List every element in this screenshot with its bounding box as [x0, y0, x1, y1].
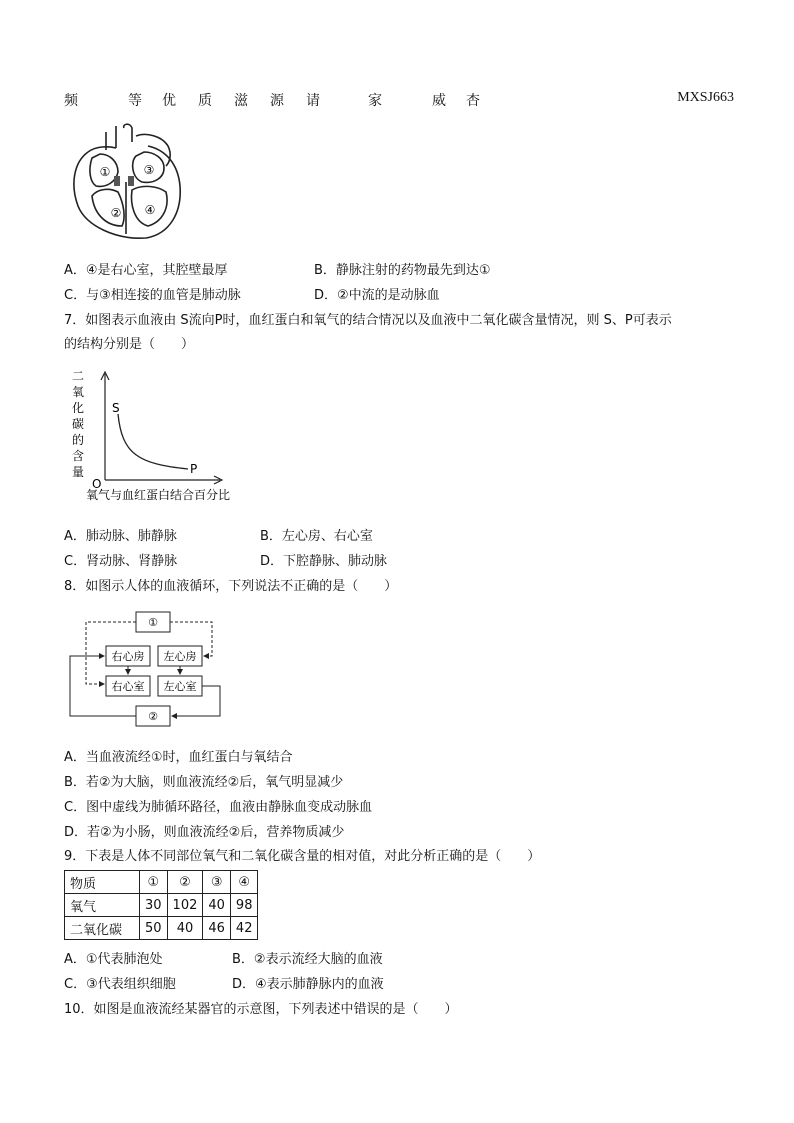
table-cell: 40	[167, 917, 203, 940]
table-header-cell: 物质	[65, 871, 140, 894]
q7-xlabel: 氧气与血红蛋白结合百分比	[86, 488, 231, 502]
q6-option-d: D．②中流的是动脉血	[314, 288, 440, 303]
table-cell: 二氧化碳	[65, 917, 140, 940]
q9-option-c: C．③代表组织细胞	[64, 977, 176, 992]
page-header	[64, 90, 734, 110]
q7-option-c: C．肾动脉、肾静脉	[64, 554, 178, 569]
header-word: 优	[162, 93, 176, 109]
q10-stem: 10．如图是血液流经某器官的示意图，下列表述中错误的是（ ）	[64, 1002, 458, 1017]
table-cell: 46	[203, 917, 231, 940]
table-cell: 30	[140, 894, 168, 917]
table-cell: 102	[167, 894, 203, 917]
q8-option-b: B．若②为大脑，则血液流经②后，氧气明显减少	[64, 775, 344, 790]
q8-label-1: ①	[148, 616, 158, 629]
q8-option-a: A．当血液流经①时，血红蛋白与氧结合	[64, 750, 293, 765]
q7-start-label: S	[112, 401, 120, 415]
q8-left-ventricle-label: 左心室	[163, 680, 197, 693]
table-header-cell: ④	[230, 871, 258, 894]
q7-ylabel-char: 量	[71, 465, 85, 479]
heart-figure	[66, 122, 186, 244]
q9-option-b: B．②表示流经大脑的血液	[232, 952, 383, 967]
header-word: 源	[270, 93, 284, 109]
q9-option-a: A．①代表肺泡处	[64, 952, 163, 967]
q7-graph	[70, 368, 250, 508]
q7-origin: O	[92, 477, 102, 491]
heart-label: ②	[110, 206, 122, 220]
q9-stem: 9．下表是人体不同部位氧气和二氧化碳含量的相对值，对此分析正确的是（ ）	[64, 849, 541, 864]
heart-label: ③	[143, 163, 155, 177]
table-cell: 50	[140, 917, 168, 940]
table-row	[65, 894, 258, 917]
table-cell: 42	[230, 917, 258, 940]
q7-ylabel-char: 化	[71, 401, 85, 415]
header-word: 威	[432, 93, 446, 109]
q7-option-d: D．下腔静脉、肺动脉	[260, 554, 388, 569]
table-header-cell: ①	[140, 871, 168, 894]
q7-option-b: B．左心房、右心室	[260, 529, 373, 544]
q8-left-atrium-label: 左心房	[163, 650, 197, 663]
q6-option-c: C．与③相连接的血管是肺动脉	[64, 288, 241, 303]
document-code: MXSJ663	[677, 90, 734, 105]
table-cell: 氧气	[65, 894, 140, 917]
q8-label-2: ②	[148, 710, 158, 723]
q8-circulation-diagram	[64, 604, 234, 730]
heart-label: ④	[144, 203, 156, 217]
q8-right-atrium-label: 右心房	[111, 650, 145, 663]
q7-ylabel-char: 氧	[71, 385, 85, 399]
q8-option-d: D．若②为小肠，则血液流经②后，营养物质减少	[64, 825, 345, 840]
q8-option-c: C．图中虚线为肺循环路径，血液由静脉血变成动脉血	[64, 800, 373, 815]
header-word: 等	[128, 93, 142, 109]
table-cell: 40	[203, 894, 231, 917]
heart-label: ①	[99, 165, 111, 179]
q7-ylabel-char: 碳	[71, 417, 85, 431]
table-header-row	[65, 871, 258, 894]
table-row	[65, 917, 258, 940]
table-header-cell: ②	[167, 871, 203, 894]
header-word: 杏	[466, 93, 480, 109]
q6-option-a: A．④是右心室，其腔壁最厚	[64, 263, 228, 278]
header-word: 质	[198, 93, 212, 109]
q7-option-a: A．肺动脉、肺静脉	[64, 529, 177, 544]
header-word: 请	[306, 93, 320, 109]
q7-ylabel-char: 二	[71, 369, 85, 383]
q8-right-ventricle-label: 右心室	[111, 680, 145, 693]
q7-stem-line1: 7．如图表示血液由 S流向P时，血红蛋白和氧气的结合情况以及血液中二氧化碳含量情况，则 S、P可表示	[64, 313, 672, 328]
q7-ylabel-char: 的	[71, 433, 85, 447]
q6-option-b: B．静脉注射的药物最先到达①	[314, 263, 491, 278]
q7-end-label: P	[190, 462, 198, 476]
q8-stem: 8．如图示人体的血液循环，下列说法不正确的是（ ）	[64, 579, 398, 594]
table-cell: 98	[230, 894, 258, 917]
header-word: 家	[368, 93, 382, 109]
header-word: 频	[64, 93, 78, 109]
q7-stem-line2: 的结构分别是（ ）	[64, 337, 195, 352]
q7-ylabel-char: 含	[71, 449, 85, 463]
q9-option-d: D．④表示肺静脉内的血液	[232, 977, 384, 992]
q9-table	[64, 870, 258, 940]
table-header-cell: ③	[203, 871, 231, 894]
header-word: 滋	[234, 93, 248, 109]
q7-curve	[118, 414, 188, 469]
